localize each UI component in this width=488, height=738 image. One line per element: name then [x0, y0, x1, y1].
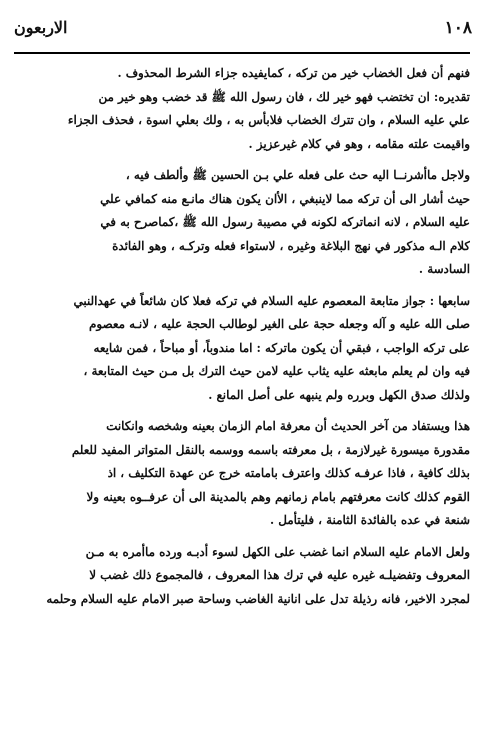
- text-line: على تركه الواجب ، فبقي أن يكون ماتركه : اما مندوباً، أو مباحاً ، فمن شايعه: [93, 340, 470, 355]
- text-line: علي عليه السلام ، وان تترك الخضاب فلابأس به ، ولك بعلي اسوة ، فحذف الجزاء: [67, 113, 470, 127]
- header-divider: [14, 52, 470, 54]
- text-line: فنهم أن فعل الخضاب خير من تركه ، كمايفيده جزاء الشرط المحذوف .: [117, 66, 470, 80]
- text-line: صلى الله عليه و آله وجعله حجة على الغير لوطالب الحجة عليه ، لانـه معصوم: [89, 317, 470, 331]
- text-line: فيه وان لم يعلم مابعثه عليه يثاب عليه لامن حيث الترك بل مـن حيث المتابعة ،: [83, 364, 470, 378]
- page-header: [14, 18, 472, 46]
- text-line: بذلك كافية ، فاذا عرفـه كذلك واعترف بامامته خرج عن عهدة التكليف ، اذ: [107, 466, 470, 480]
- paragraph: [14, 541, 470, 612]
- text-line: تقديره: ان تختضب فهو خير لك ، فان رسول الله ﷺ قد خضب وهو خير من: [98, 89, 470, 104]
- paragraph: [14, 290, 470, 408]
- text-line: القوم كذلك كانت معرفتهم بامام زمانهم وهم بالمدينة الى أن عرفــوه بعينه ولا: [86, 489, 470, 504]
- page-number: ١٠٨: [444, 18, 472, 38]
- text-line: حيث أشار الى أن تركه مما لاينبغي ، الأان يكون هناك مانـع منه كمافي علي: [100, 191, 470, 206]
- text-line: لمجرد الاخير، فانه رذيلة تدل على انانية الغاضب وساحة صبر الامام عليه السلام وحلمه: [46, 591, 470, 606]
- text-line: عليه السلام ، لانه انماتركه لكونه في مصيبة رسول الله ﷺ ،كماصرح به في: [100, 215, 470, 229]
- text-line: واقيمت علته مقامه ، وهو في كلام غيرعزيز .: [248, 136, 470, 151]
- text-line: سابعها : جواز متابعة المعصوم عليه السلام في تركه فعلا كان شائعاً في عهدالنبي: [73, 293, 470, 308]
- paragraph: [14, 415, 470, 533]
- running-title: الاربعون: [14, 18, 68, 37]
- body-text: [14, 62, 470, 611]
- text-line: كلام الـه مذكور في نهج البلاغة وغيره ، لاستواء فعله وتركـه ، وهو الفائدة: [112, 238, 470, 253]
- text-line: المعروف وتفضيلـه غيره عليه في ترك هذا المعروف ، فالمجموع ذلك غضب لا: [89, 568, 470, 582]
- text-line: ولذلك صدق الكهل وبرره ولم ينبهه على أصل المانع .: [208, 387, 470, 402]
- text-line: هذا ويستفاد من آخر الحديث أن معرفة امام الزمان بعينه وشخصه وانكانت: [106, 419, 470, 433]
- text-line: مقدورة ميسورة غيرلازمة ، بل معرفته باسمه ووسمه بالنقل المتواتر المفيد للعلم: [71, 442, 470, 457]
- text-line: ولعل الامام عليه السلام انما غضب على الكهل لسوء أدبـه ورده ماأمره به مـن: [85, 544, 470, 559]
- paragraph: [14, 62, 470, 156]
- text-line: ولاجل ماأشرنــا اليه حث على فعله علي بـن الحسين ﷺ وألطف فيه ،: [125, 168, 470, 182]
- text-line: شنعة في عده بالفائدة الثامنة ، فليتأمل .: [269, 513, 470, 527]
- paragraph: [14, 164, 470, 282]
- text-line: السادسة .: [418, 262, 470, 276]
